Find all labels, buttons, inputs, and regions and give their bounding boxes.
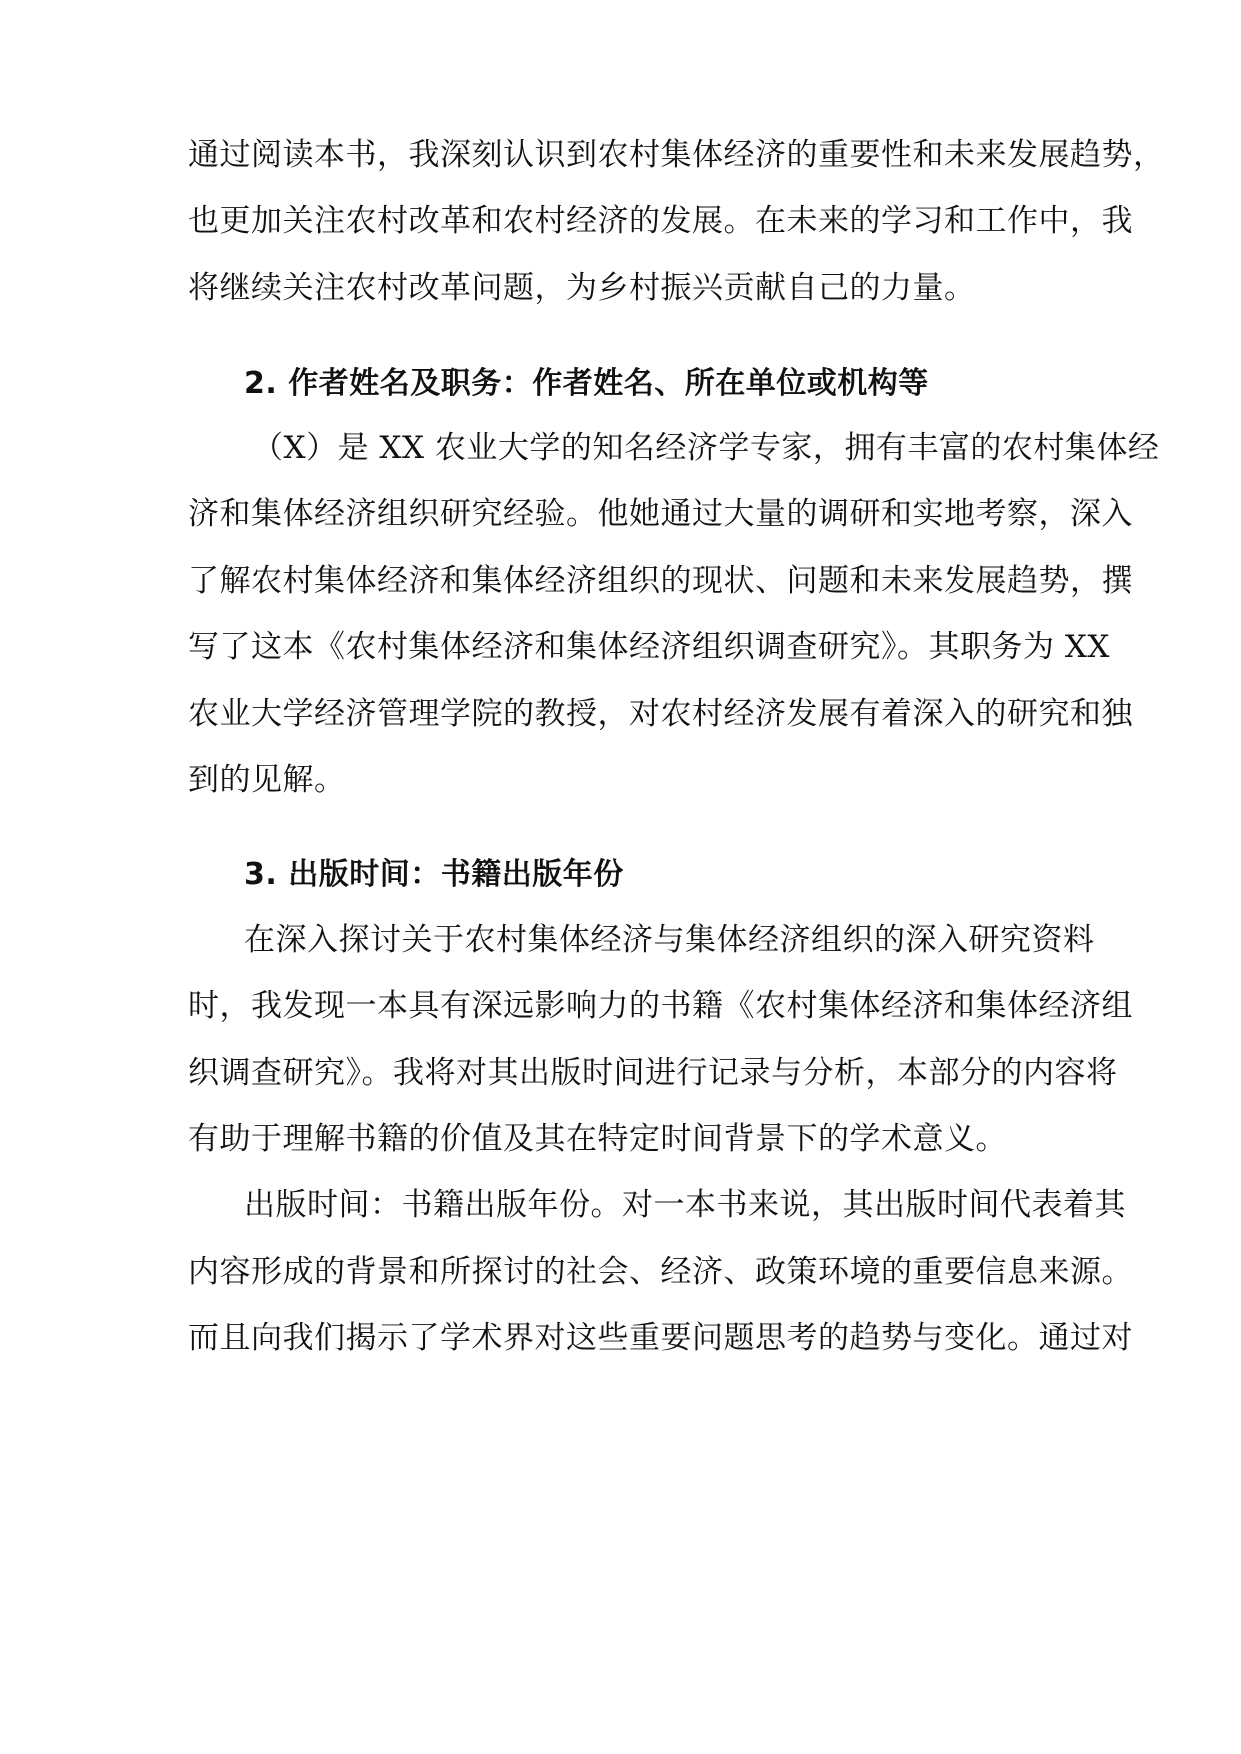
author-line-2: 济和集体经济组织研究经验。他她通过大量的调研和实地考察，深入 bbox=[188, 496, 1133, 532]
intro-line-3: 将继续关注农村改革问题，为乡村振兴贡献自己的力量。 bbox=[188, 270, 976, 306]
publication-p2-line-3: 而且向我们揭示了学术界对这些重要问题思考的趋势与变化。通过对 bbox=[188, 1320, 1133, 1356]
author-line-1: （X）是 XX 农业大学的知名经济学专家，拥有丰富的农村集体经 bbox=[252, 430, 1160, 466]
publication-p1-line-2: 时，我发现一本具有深远影响力的书籍《农村集体经济和集体经济组 bbox=[188, 988, 1133, 1024]
publication-p1-line-4: 有助于理解书籍的价值及其在特定时间背景下的学术意义。 bbox=[188, 1121, 1007, 1157]
intro-line-2: 也更加关注农村改革和农村经济的发展。在未来的学习和工作中，我 bbox=[188, 203, 1133, 239]
section-heading-publication: 3. 出版时间：书籍出版年份 bbox=[244, 857, 624, 892]
section-heading-author: 2. 作者姓名及职务：作者姓名、所在单位或机构等 bbox=[244, 366, 929, 401]
author-line-6: 到的见解。 bbox=[188, 762, 346, 798]
intro-line-1: 通过阅读本书，我深刻认识到农村集体经济的重要性和未来发展趋势， bbox=[188, 137, 1165, 173]
publication-p2-line-1: 出版时间：书籍出版年份。对一本书来说，其出版时间代表着其 bbox=[244, 1187, 1126, 1223]
author-line-5: 农业大学经济管理学院的教授，对农村经济发展有着深入的研究和独 bbox=[188, 696, 1133, 732]
publication-p1-line-1: 在深入探讨关于农村集体经济与集体经济组织的深入研究资料 bbox=[244, 922, 1095, 958]
author-line-3: 了解农村集体经济和集体经济组织的现状、问题和未来发展趋势，撰 bbox=[188, 563, 1133, 599]
publication-p1-line-3: 织调查研究》。我将对其出版时间进行记录与分析，本部分的内容将 bbox=[188, 1055, 1118, 1091]
author-line-4: 写了这本《农村集体经济和集体经济组织调查研究》。其职务为 XX bbox=[188, 629, 1110, 665]
publication-p2-line-2: 内容形成的背景和所探讨的社会、经济、政策环境的重要信息来源。 bbox=[188, 1254, 1133, 1290]
